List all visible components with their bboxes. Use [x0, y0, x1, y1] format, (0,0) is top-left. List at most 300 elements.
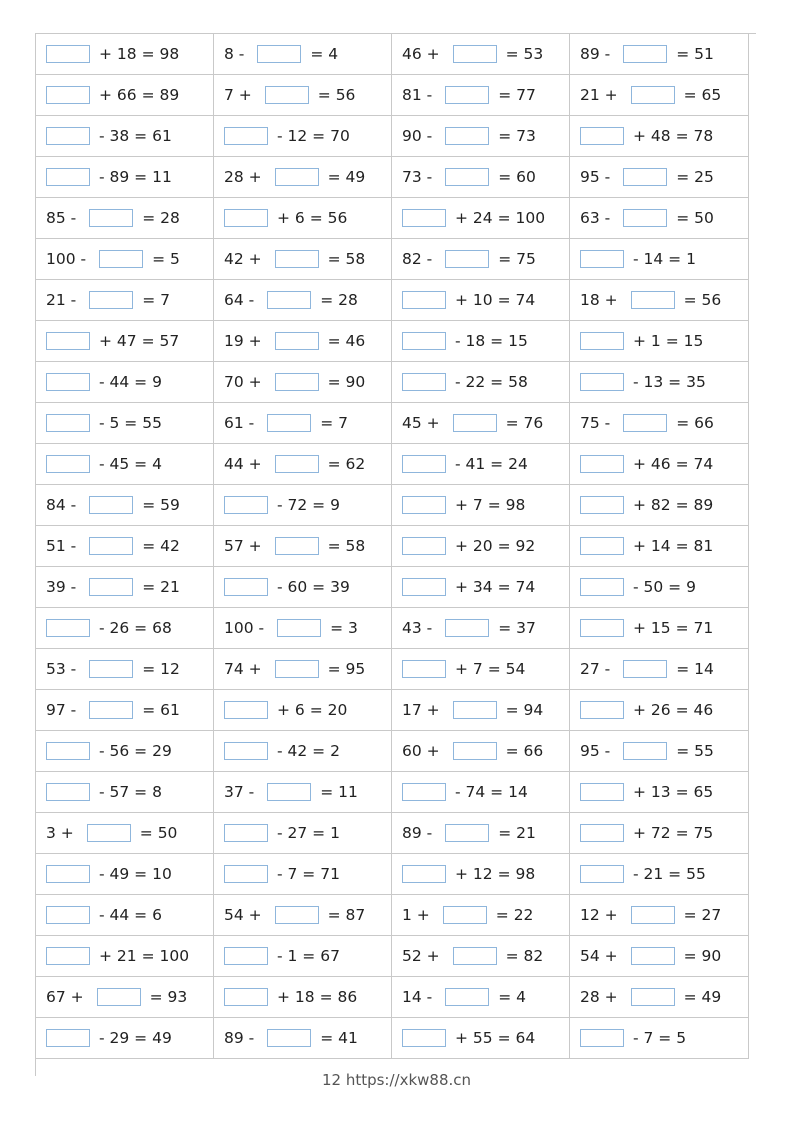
equation-suffix: + 48 = 78: [633, 127, 714, 145]
answer-blank[interactable]: [257, 45, 301, 63]
answer-blank[interactable]: [89, 701, 133, 719]
answer-blank[interactable]: [580, 619, 624, 637]
equation-suffix: = 61: [142, 701, 180, 719]
answer-blank[interactable]: [402, 660, 446, 678]
equation: [224, 526, 391, 566]
equation: [580, 362, 748, 402]
equation-prefix: 42 +: [224, 250, 262, 268]
answer-blank[interactable]: [224, 865, 268, 883]
equation: [580, 977, 748, 1017]
equation-suffix: = 90: [327, 373, 366, 391]
worksheet-row: [36, 75, 749, 116]
answer-blank[interactable]: [580, 783, 624, 801]
equation-suffix: - 74 = 14: [455, 783, 528, 801]
equation-prefix: 85 -: [46, 209, 77, 227]
equation-suffix: - 27 = 1: [277, 824, 340, 842]
equation-cell: [392, 116, 570, 157]
answer-blank[interactable]: [224, 742, 268, 760]
equation-cell: [36, 321, 214, 362]
equation-cell: [570, 116, 749, 157]
answer-blank[interactable]: [275, 537, 319, 555]
equation-suffix: + 15 = 71: [633, 619, 714, 637]
worksheet-row: [36, 485, 749, 526]
equation-suffix: + 18 = 86: [277, 988, 358, 1006]
worksheet-row: [36, 854, 749, 895]
worksheet-row: [36, 731, 749, 772]
equation: [580, 936, 748, 976]
answer-blank[interactable]: [46, 45, 90, 63]
equation-prefix: 54 +: [580, 947, 618, 965]
equation-suffix: = 7: [142, 291, 171, 309]
answer-blank[interactable]: [445, 619, 489, 637]
equation-suffix: + 46 = 74: [633, 455, 714, 473]
equation-cell: [36, 485, 214, 526]
equation-cell: [392, 854, 570, 895]
answer-blank[interactable]: [267, 1029, 311, 1047]
worksheet-row: [36, 772, 749, 813]
equation-cell: [392, 567, 570, 608]
answer-blank[interactable]: [224, 578, 268, 596]
answer-blank[interactable]: [580, 496, 624, 514]
answer-blank[interactable]: [453, 742, 497, 760]
equation: [224, 34, 391, 74]
equation-cell: [214, 321, 392, 362]
answer-blank[interactable]: [275, 250, 319, 268]
equation-suffix: = 94: [505, 701, 544, 719]
equation-suffix: = 93: [149, 988, 188, 1006]
equation: [224, 116, 391, 156]
answer-blank[interactable]: [275, 373, 319, 391]
equation-suffix: - 5 = 55: [99, 414, 162, 432]
answer-blank[interactable]: [445, 824, 489, 842]
equation-cell: [392, 649, 570, 690]
equation-cell: [36, 75, 214, 116]
equation: [402, 362, 569, 402]
answer-blank[interactable]: [275, 660, 319, 678]
equation: [46, 690, 213, 730]
equation: [580, 321, 748, 361]
answer-blank[interactable]: [402, 1029, 446, 1047]
equation: [402, 75, 569, 115]
equation-suffix: - 13 = 35: [633, 373, 706, 391]
equation-suffix: - 49 = 10: [99, 865, 172, 883]
equation: [46, 321, 213, 361]
equation-suffix: = 49: [683, 988, 722, 1006]
equation-cell: [36, 116, 214, 157]
equation-cell: [570, 772, 749, 813]
answer-blank[interactable]: [445, 250, 489, 268]
answer-blank[interactable]: [402, 865, 446, 883]
equation-cell: [36, 690, 214, 731]
equation: [580, 690, 748, 730]
answer-blank[interactable]: [46, 742, 90, 760]
answer-blank[interactable]: [445, 86, 489, 104]
equation-suffix: = 14: [676, 660, 714, 678]
equation-prefix: 53 -: [46, 660, 77, 678]
worksheet-row: [36, 157, 749, 198]
answer-blank[interactable]: [623, 168, 667, 186]
answer-blank[interactable]: [97, 988, 141, 1006]
equation-cell: [214, 813, 392, 854]
equation-cell: [214, 157, 392, 198]
answer-blank[interactable]: [580, 1029, 624, 1047]
equation-suffix: + 26 = 46: [633, 701, 714, 719]
answer-blank[interactable]: [631, 906, 675, 924]
answer-blank[interactable]: [275, 455, 319, 473]
equation: [46, 731, 213, 771]
answer-blank[interactable]: [87, 824, 131, 842]
answer-blank[interactable]: [224, 947, 268, 965]
equation: [46, 198, 213, 238]
answer-blank[interactable]: [224, 209, 268, 227]
equation: [46, 772, 213, 812]
equation-cell: [570, 1018, 749, 1059]
equation-suffix: - 38 = 61: [99, 127, 172, 145]
worksheet-row: [36, 895, 749, 936]
equation-cell: [570, 649, 749, 690]
answer-blank[interactable]: [445, 127, 489, 145]
answer-blank[interactable]: [402, 291, 446, 309]
answer-blank[interactable]: [46, 414, 90, 432]
answer-blank[interactable]: [46, 168, 90, 186]
equation-prefix: 28 +: [580, 988, 618, 1006]
answer-blank[interactable]: [267, 291, 311, 309]
equation-cell: [570, 854, 749, 895]
answer-blank[interactable]: [402, 578, 446, 596]
equation-prefix: 18 +: [580, 291, 618, 309]
equation-prefix: 3 +: [46, 824, 74, 842]
equation: [46, 403, 213, 443]
answer-blank[interactable]: [445, 168, 489, 186]
answer-blank[interactable]: [623, 209, 667, 227]
equation-cell: [392, 485, 570, 526]
equation-suffix: = 75: [498, 250, 536, 268]
answer-blank[interactable]: [580, 701, 624, 719]
answer-blank[interactable]: [89, 578, 133, 596]
answer-blank[interactable]: [224, 988, 268, 1006]
equation-cell: [214, 854, 392, 895]
equation-suffix: = 95: [327, 660, 366, 678]
equation-prefix: 67 +: [46, 988, 84, 1006]
equation-prefix: 37 -: [224, 783, 255, 801]
equation-suffix: - 57 = 8: [99, 783, 162, 801]
footer-url[interactable]: https://xkw88.cn: [345, 1071, 472, 1089]
answer-blank[interactable]: [580, 250, 624, 268]
equation-cell: [214, 1018, 392, 1059]
equation-suffix: + 20 = 92: [455, 537, 536, 555]
answer-blank[interactable]: [580, 332, 624, 350]
equation-prefix: 100 -: [46, 250, 87, 268]
equation-prefix: 45 +: [402, 414, 440, 432]
equation: [580, 1018, 748, 1058]
equation-suffix: = 87: [327, 906, 366, 924]
equation-prefix: 17 +: [402, 701, 440, 719]
worksheet-row: [36, 198, 749, 239]
equation-suffix: - 18 = 15: [455, 332, 528, 350]
equation-prefix: 89 -: [402, 824, 433, 842]
equation: [46, 608, 213, 648]
equation: [46, 444, 213, 484]
equation-cell: [214, 116, 392, 157]
answer-blank[interactable]: [265, 86, 309, 104]
equation-suffix: + 47 = 57: [99, 332, 180, 350]
equation: [402, 936, 569, 976]
answer-blank[interactable]: [402, 373, 446, 391]
equation: [224, 403, 391, 443]
equation: [402, 895, 569, 935]
answer-blank[interactable]: [623, 45, 667, 63]
equation-prefix: 7 +: [224, 86, 252, 104]
equation: [46, 1018, 213, 1058]
equation: [224, 485, 391, 525]
answer-blank[interactable]: [402, 455, 446, 473]
equation-prefix: 95 -: [580, 742, 611, 760]
worksheet-row: [36, 403, 749, 444]
equation: [224, 772, 391, 812]
equation-cell: [392, 772, 570, 813]
equation-suffix: = 7: [320, 414, 349, 432]
answer-blank[interactable]: [99, 250, 143, 268]
equation: [402, 321, 569, 361]
equation-suffix: - 7 = 5: [633, 1029, 687, 1047]
equation-cell: [36, 854, 214, 895]
equation-prefix: 84 -: [46, 496, 77, 514]
equation-suffix: = 50: [676, 209, 714, 227]
equation-cell: [392, 1018, 570, 1059]
equation-suffix: + 14 = 81: [633, 537, 714, 555]
equation: [402, 116, 569, 156]
equation-cell: [392, 444, 570, 485]
equation-cell: [570, 608, 749, 649]
equation-cell: [392, 75, 570, 116]
equation: [46, 239, 213, 279]
equation-suffix: + 72 = 75: [633, 824, 714, 842]
answer-blank[interactable]: [623, 660, 667, 678]
worksheet-table: [35, 33, 749, 1059]
equation-cell: [214, 567, 392, 608]
equation: [402, 403, 569, 443]
equation: [402, 567, 569, 607]
equation: [224, 936, 391, 976]
answer-blank[interactable]: [46, 865, 90, 883]
answer-blank[interactable]: [46, 783, 90, 801]
equation-suffix: + 24 = 100: [455, 209, 546, 227]
answer-blank[interactable]: [580, 537, 624, 555]
answer-blank[interactable]: [402, 783, 446, 801]
answer-blank[interactable]: [402, 537, 446, 555]
equation-suffix: = 46: [327, 332, 366, 350]
answer-blank[interactable]: [46, 373, 90, 391]
equation: [402, 34, 569, 74]
equation-suffix: + 6 = 20: [277, 701, 348, 719]
equation-suffix: + 13 = 65: [633, 783, 714, 801]
answer-blank[interactable]: [224, 496, 268, 514]
equation-suffix: = 66: [676, 414, 714, 432]
equation: [224, 895, 391, 935]
equation: [402, 813, 569, 853]
equation-prefix: 52 +: [402, 947, 440, 965]
equation-suffix: = 41: [320, 1029, 358, 1047]
answer-blank[interactable]: [46, 86, 90, 104]
equation: [224, 280, 391, 320]
equation-cell: [570, 936, 749, 977]
equation: [580, 772, 748, 812]
worksheet-row: [36, 567, 749, 608]
equation-suffix: - 44 = 6: [99, 906, 162, 924]
equation-prefix: 57 +: [224, 537, 262, 555]
answer-blank[interactable]: [46, 127, 90, 145]
answer-blank[interactable]: [46, 455, 90, 473]
answer-blank[interactable]: [46, 947, 90, 965]
equation-cell: [570, 403, 749, 444]
answer-blank[interactable]: [580, 865, 624, 883]
answer-blank[interactable]: [580, 455, 624, 473]
equation: [580, 75, 748, 115]
equation-cell: [36, 813, 214, 854]
answer-blank[interactable]: [631, 291, 675, 309]
answer-blank[interactable]: [623, 414, 667, 432]
equation: [580, 608, 748, 648]
equation-cell: [36, 895, 214, 936]
answer-blank[interactable]: [46, 619, 90, 637]
answer-blank[interactable]: [89, 496, 133, 514]
equation-cell: [36, 526, 214, 567]
equation-suffix: - 26 = 68: [99, 619, 172, 637]
equation-cell: [392, 157, 570, 198]
answer-blank[interactable]: [277, 619, 321, 637]
answer-blank[interactable]: [89, 537, 133, 555]
equation-suffix: = 65: [683, 86, 722, 104]
answer-blank[interactable]: [631, 947, 675, 965]
equation-suffix: = 21: [498, 824, 536, 842]
answer-blank[interactable]: [224, 824, 268, 842]
equation-suffix: - 45 = 4: [99, 455, 162, 473]
equation-prefix: 51 -: [46, 537, 77, 555]
answer-blank[interactable]: [580, 373, 624, 391]
equation-suffix: - 14 = 1: [633, 250, 696, 268]
equation-cell: [214, 75, 392, 116]
equation-suffix: - 1 = 67: [277, 947, 340, 965]
equation: [224, 608, 391, 648]
equation: [46, 75, 213, 115]
answer-blank[interactable]: [89, 209, 133, 227]
equation-cell: [36, 977, 214, 1018]
answer-blank[interactable]: [631, 86, 675, 104]
answer-blank[interactable]: [267, 783, 311, 801]
worksheet-row: [36, 280, 749, 321]
answer-blank[interactable]: [275, 332, 319, 350]
answer-blank[interactable]: [275, 168, 319, 186]
equation-prefix: 44 +: [224, 455, 262, 473]
equation: [580, 567, 748, 607]
equation-cell: [36, 34, 214, 75]
equation-cell: [214, 34, 392, 75]
answer-blank[interactable]: [631, 988, 675, 1006]
equation-suffix: + 21 = 100: [99, 947, 190, 965]
equation-prefix: 95 -: [580, 168, 611, 186]
answer-blank[interactable]: [275, 906, 319, 924]
answer-blank[interactable]: [402, 496, 446, 514]
answer-blank[interactable]: [623, 742, 667, 760]
equation-prefix: 81 -: [402, 86, 433, 104]
equation-prefix: 73 -: [402, 168, 433, 186]
equation-suffix: + 18 = 98: [99, 45, 180, 63]
equation-prefix: 100 -: [224, 619, 265, 637]
answer-blank[interactable]: [443, 906, 487, 924]
equation-cell: [214, 772, 392, 813]
worksheet-row: [36, 608, 749, 649]
answer-blank[interactable]: [580, 824, 624, 842]
answer-blank[interactable]: [402, 332, 446, 350]
answer-blank[interactable]: [580, 578, 624, 596]
equation-cell: [570, 239, 749, 280]
equation-suffix: = 37: [498, 619, 536, 637]
answer-blank[interactable]: [89, 660, 133, 678]
answer-blank[interactable]: [46, 332, 90, 350]
answer-blank[interactable]: [453, 45, 497, 63]
equation: [224, 731, 391, 771]
equation-suffix: = 77: [498, 86, 536, 104]
answer-blank[interactable]: [267, 414, 311, 432]
worksheet-row: [36, 362, 749, 403]
equation-suffix: = 66: [505, 742, 544, 760]
equation: [580, 116, 748, 156]
equation-suffix: + 34 = 74: [455, 578, 536, 596]
answer-blank[interactable]: [453, 701, 497, 719]
answer-blank[interactable]: [46, 1029, 90, 1047]
answer-blank[interactable]: [224, 127, 268, 145]
answer-blank[interactable]: [224, 701, 268, 719]
worksheet-frame: [35, 33, 755, 1076]
equation: [580, 403, 748, 443]
worksheet-row: [36, 444, 749, 485]
answer-blank[interactable]: [402, 209, 446, 227]
equation: [402, 444, 569, 484]
equation: [46, 34, 213, 74]
equation-suffix: = 5: [152, 250, 180, 268]
answer-blank[interactable]: [580, 127, 624, 145]
equation-cell: [36, 362, 214, 403]
equation-suffix: = 56: [317, 86, 356, 104]
equation-cell: [36, 608, 214, 649]
answer-blank[interactable]: [453, 414, 497, 432]
equation-cell: [36, 1018, 214, 1059]
equation-suffix: - 29 = 49: [99, 1029, 172, 1047]
equation: [224, 567, 391, 607]
equation-cell: [570, 362, 749, 403]
equation-suffix: = 58: [327, 250, 366, 268]
equation-cell: [36, 198, 214, 239]
answer-blank[interactable]: [89, 291, 133, 309]
equation: [224, 198, 391, 238]
equation-suffix: - 41 = 24: [455, 455, 528, 473]
answer-blank[interactable]: [445, 988, 489, 1006]
equation-cell: [392, 731, 570, 772]
equation-suffix: = 25: [676, 168, 714, 186]
equation-prefix: 89 -: [580, 45, 611, 63]
equation-cell: [214, 608, 392, 649]
equation-suffix: - 42 = 2: [277, 742, 340, 760]
equation: [402, 772, 569, 812]
equation-prefix: 14 -: [402, 988, 433, 1006]
equation-suffix: = 55: [676, 742, 714, 760]
answer-blank[interactable]: [453, 947, 497, 965]
equation-suffix: + 82 = 89: [633, 496, 714, 514]
equation-suffix: = 82: [505, 947, 544, 965]
answer-blank[interactable]: [46, 906, 90, 924]
equation-prefix: 39 -: [46, 578, 77, 596]
equation-suffix: = 76: [505, 414, 544, 432]
